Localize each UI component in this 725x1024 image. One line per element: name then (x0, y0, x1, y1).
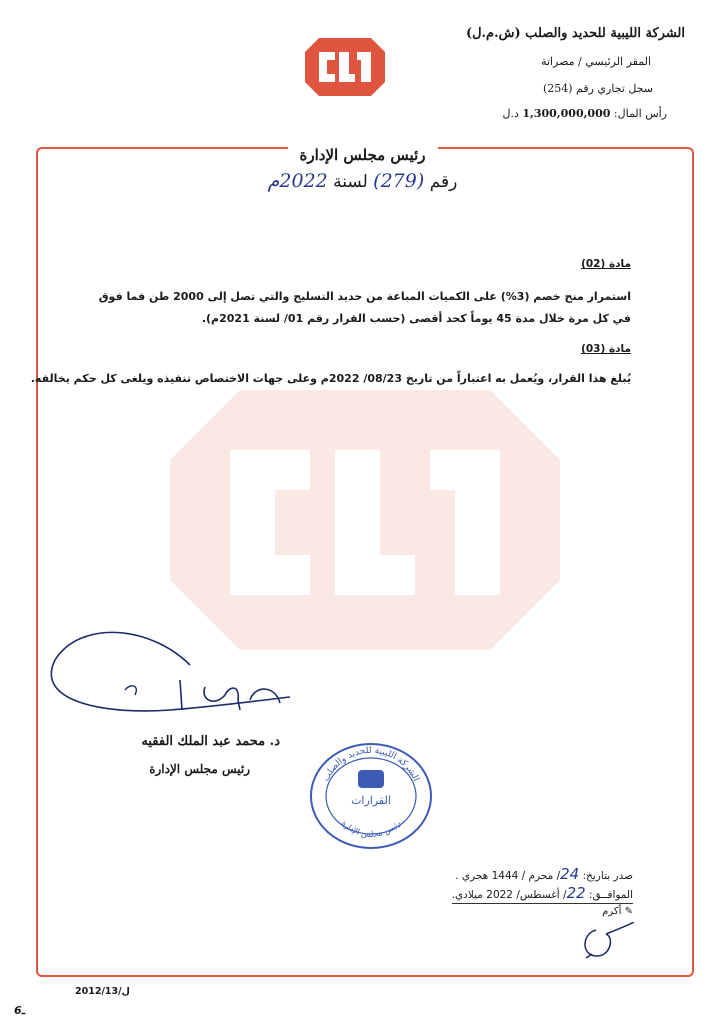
hijri-suffix: هجري . (455, 870, 489, 882)
greg-year: 2022 (486, 889, 513, 901)
gregorian-date-line: الموافــق: 22/ أغسطس/ 2022 ميلادي. (451, 884, 633, 902)
decree-number-value: (279) (373, 170, 425, 192)
article-02-heading: مادة (02) (581, 258, 631, 270)
handwritten-signature-icon (40, 615, 300, 725)
company-name: الشركة الليبية للحديد والصلب (ش.م.ل) (465, 26, 685, 41)
signer-title: رئيس مجلس الإدارة (149, 762, 250, 776)
commercial-register: سجل تجاري رقم (254) (542, 82, 653, 95)
official-seal-icon (306, 740, 436, 852)
headquarters: المقر الرئيسي / مصراتة (541, 55, 651, 68)
capital-currency: د.ل (502, 107, 519, 120)
capital-label: رأس المال: (613, 107, 667, 120)
decree-year-prefix: لسنة (333, 172, 368, 192)
greg-month: أغسطس (519, 889, 560, 901)
hijri-month: محرم (528, 870, 554, 882)
company-logo-icon (305, 38, 385, 96)
hijri-day: 24 (560, 865, 580, 883)
seal-bottom-text: رئيس مجلس الإدارة (339, 818, 403, 840)
handwritten-initials-icon (576, 922, 636, 962)
greg-day: 22 (566, 884, 586, 902)
capital-line (502, 107, 667, 120)
decree-number-prefix: رقم (429, 172, 458, 192)
article-02-body: استمرار منح خصم (3%) على الكميات المباعة من حديد التسليح والتي تصل إلى 2000 طن فما فوق في كل مرة خلال مدة 45 يوماً كحد أقصى (حسب القرار رقم 01/ لسنة 2021م). (98, 290, 631, 325)
hijri-year: 1444 (491, 870, 519, 882)
capital-amount: 1,300,000,000 (522, 107, 611, 120)
decree-number (0, 170, 725, 192)
article-03-heading: مادة (03) (581, 343, 631, 355)
cc-text: أكرم (602, 906, 622, 917)
cc-line (602, 906, 633, 917)
decree-year-value: 2022م (267, 170, 328, 192)
logo-watermark-icon (170, 390, 560, 650)
seal-center-text: القرارات (351, 794, 391, 807)
seal-ring-text: الشركة الليبية للحديد والصلب (321, 745, 421, 784)
greg-suffix: ميلادي. (451, 889, 483, 901)
corner-mark: ـ6 (14, 1004, 25, 1017)
pen-icon: ✎ (624, 906, 633, 917)
corresponding-label: الموافــق: (589, 889, 633, 901)
issued-label: صدر بتاريخ: (582, 870, 633, 882)
svg-text:رئيس مجلس الإدارة (340, 819, 403, 840)
decree-title-text: رئيس مجلس الإدارة (288, 146, 438, 164)
issued-date-line: صدر بتاريخ: 24/ محرم / 1444 هجري . (455, 865, 633, 883)
article-03-body: يُبلغ هذا القرار، ويُعمل به اعتباراً من تاريخ 08/23/ 2022م وعلى جهات الاختصاص تنفيذه ويلغى كل حكم يخالفه. (30, 372, 631, 385)
decree-title (0, 146, 725, 164)
footer-reference: 2012/13/ل (75, 986, 130, 997)
signer-name: د. محمد عبد الملك الفقيه (141, 734, 280, 749)
